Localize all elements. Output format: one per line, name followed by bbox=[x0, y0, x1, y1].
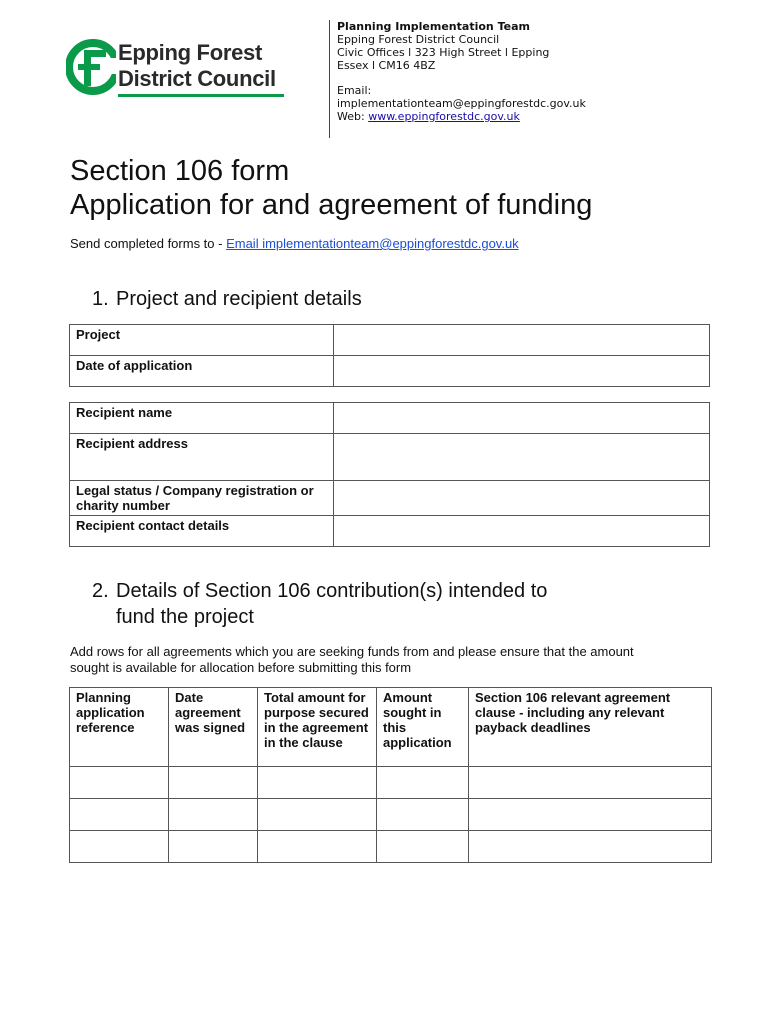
table-cell[interactable] bbox=[377, 799, 469, 831]
contact-team: Planning Implementation Team bbox=[337, 20, 530, 33]
section-2-title-line-1: Details of Section 106 contribution(s) intended to bbox=[116, 580, 548, 602]
logo-underline bbox=[118, 94, 284, 97]
table-cell[interactable] bbox=[70, 831, 169, 863]
section-1-heading bbox=[92, 286, 362, 312]
recipient-table bbox=[69, 402, 710, 547]
legal-status-field[interactable] bbox=[334, 481, 710, 516]
row-label: Recipient address bbox=[70, 434, 334, 481]
council-logo-icon bbox=[66, 38, 116, 96]
table-row bbox=[70, 356, 710, 387]
recipient-name-field[interactable] bbox=[334, 403, 710, 434]
table-cell[interactable] bbox=[258, 831, 377, 863]
table-cell[interactable] bbox=[377, 767, 469, 799]
table-row bbox=[70, 767, 712, 799]
contact-address-1: Civic Offices l 323 High Street l Epping bbox=[337, 46, 550, 59]
table-cell[interactable] bbox=[469, 831, 712, 863]
table-row bbox=[70, 403, 710, 434]
table-row bbox=[70, 325, 710, 356]
row-label: Date of application bbox=[70, 356, 334, 387]
table-row bbox=[70, 434, 710, 481]
table-cell[interactable] bbox=[70, 799, 169, 831]
table-cell[interactable] bbox=[70, 767, 169, 799]
section-1-title: Project and recipient details bbox=[116, 288, 362, 310]
table-cell[interactable] bbox=[469, 799, 712, 831]
table-cell[interactable] bbox=[258, 767, 377, 799]
contact-email: implementationteam@eppingforestdc.gov.uk bbox=[337, 97, 586, 110]
recipient-address-field[interactable] bbox=[334, 434, 710, 481]
section-2-title-line-2: fund the project bbox=[116, 606, 254, 628]
table-cell[interactable] bbox=[169, 799, 258, 831]
table-cell[interactable] bbox=[258, 799, 377, 831]
table-header-row bbox=[70, 688, 712, 767]
logo-line-2: District Council bbox=[118, 66, 276, 91]
contact-address-2: Essex l CM16 4BZ bbox=[337, 59, 436, 72]
send-prefix: Send completed forms to - bbox=[70, 236, 227, 251]
table-row bbox=[70, 799, 712, 831]
send-instruction bbox=[70, 236, 519, 251]
table-cell[interactable] bbox=[169, 767, 258, 799]
contact-block bbox=[337, 20, 586, 123]
column-header: Date agreement was signed bbox=[169, 688, 258, 767]
contact-email-label: Email: bbox=[337, 84, 372, 97]
table-row bbox=[70, 831, 712, 863]
table-cell[interactable] bbox=[469, 767, 712, 799]
page-title bbox=[70, 154, 592, 222]
section-2-number: 2. bbox=[92, 580, 109, 602]
title-line-1: Section 106 form bbox=[70, 155, 290, 187]
table-row bbox=[70, 516, 710, 547]
project-field[interactable] bbox=[334, 325, 710, 356]
column-header: Amount sought in this application bbox=[377, 688, 469, 767]
section-1-number: 1. bbox=[92, 288, 109, 310]
row-label: Recipient name bbox=[70, 403, 334, 434]
section-2-title bbox=[116, 578, 547, 630]
council-logo-text bbox=[118, 40, 276, 92]
header-divider bbox=[329, 20, 330, 138]
row-label: Recipient contact details bbox=[70, 516, 334, 547]
contact-web-link[interactable]: www.eppingforestdc.gov.uk bbox=[368, 110, 520, 123]
contact-org: Epping Forest District Council bbox=[337, 33, 500, 46]
table-row bbox=[70, 481, 710, 516]
date-of-application-field[interactable] bbox=[334, 356, 710, 387]
column-header: Total amount for purpose secured in the agreement in the clause bbox=[258, 688, 377, 767]
row-label: Legal status / Company registration or charity number bbox=[70, 481, 334, 516]
row-label: Project bbox=[70, 325, 334, 356]
project-table bbox=[69, 324, 710, 387]
section-2-heading bbox=[92, 578, 547, 630]
section-2-note: Add rows for all agreements which you are seeking funds from and please ensure that the amount sought is available for allocation before submitting this form bbox=[70, 644, 634, 675]
contribution-table bbox=[69, 687, 712, 863]
send-email-link[interactable]: Email implementationteam@eppingforestdc.gov.uk bbox=[226, 236, 519, 251]
recipient-contact-field[interactable] bbox=[334, 516, 710, 547]
table-cell[interactable] bbox=[169, 831, 258, 863]
table-cell[interactable] bbox=[377, 831, 469, 863]
logo-line-1: Epping Forest bbox=[118, 40, 262, 65]
council-logo bbox=[66, 38, 306, 100]
contact-web-label: Web: bbox=[337, 110, 365, 123]
column-header: Planning application reference bbox=[70, 688, 169, 767]
title-line-2: Application for and agreement of funding bbox=[70, 189, 593, 221]
column-header: Section 106 relevant agreement clause - including any relevant payback deadlines bbox=[469, 688, 712, 767]
